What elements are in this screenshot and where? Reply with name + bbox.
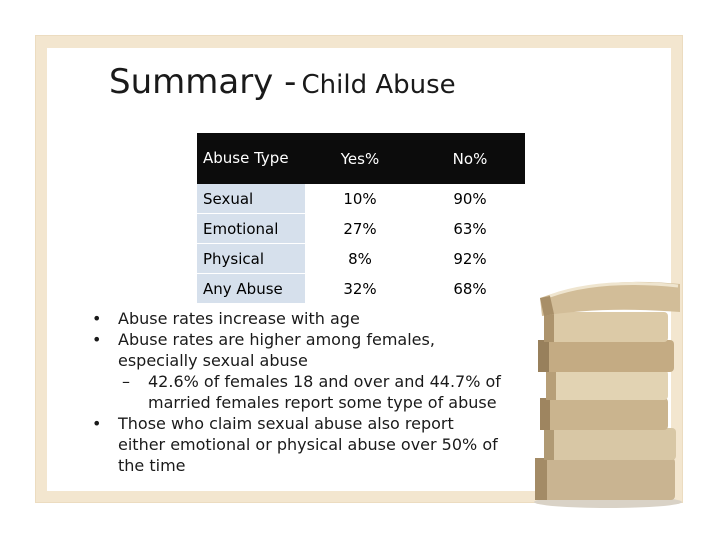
dash-icon: – bbox=[122, 372, 130, 391]
sub-bullet-text: 42.6% of females 18 and over and 44.7% of bbox=[148, 372, 501, 391]
book-stack-image bbox=[530, 258, 685, 508]
bullet-text: the time bbox=[118, 456, 186, 475]
bullet-text: especially sexual abuse bbox=[118, 351, 308, 370]
row-no-value: 90% bbox=[415, 184, 525, 214]
row-label: Emotional bbox=[197, 214, 305, 244]
row-label: Any Abuse bbox=[197, 274, 305, 304]
header-no: No% bbox=[415, 133, 525, 184]
table-header-row bbox=[197, 133, 525, 184]
slide-title-main: Summary - bbox=[109, 62, 297, 102]
bullet-dot-icon: • bbox=[92, 330, 102, 349]
row-yes-value: 10% bbox=[305, 184, 415, 214]
sub-bullet-item bbox=[92, 371, 532, 413]
row-no-value: 63% bbox=[415, 214, 525, 244]
abuse-table bbox=[197, 133, 525, 304]
sub-bullet-text: married females report some type of abuse bbox=[148, 393, 497, 412]
row-yes-value: 32% bbox=[305, 274, 415, 304]
table-row bbox=[197, 214, 525, 244]
header-yes: Yes% bbox=[305, 133, 415, 184]
table-row bbox=[197, 274, 525, 304]
row-no-value: 68% bbox=[415, 274, 525, 304]
bullet-item bbox=[92, 413, 532, 476]
row-yes-value: 8% bbox=[305, 244, 415, 274]
bullet-list bbox=[92, 308, 532, 476]
bullet-text: Abuse rates increase with age bbox=[118, 309, 360, 328]
bullet-text: Those who claim sexual abuse also report bbox=[118, 414, 454, 433]
row-label: Sexual bbox=[197, 184, 305, 214]
slide-title bbox=[109, 62, 456, 102]
bullet-text: Abuse rates are higher among females, bbox=[118, 330, 435, 349]
table-row bbox=[197, 184, 525, 214]
header-abuse-type: Abuse Type bbox=[197, 133, 305, 184]
table-row bbox=[197, 244, 525, 274]
bullet-item bbox=[92, 329, 532, 371]
bullet-dot-icon: • bbox=[92, 309, 102, 328]
row-no-value: 92% bbox=[415, 244, 525, 274]
bullet-item bbox=[92, 308, 532, 329]
bullet-text: either emotional or physical abuse over 50% of bbox=[118, 435, 498, 454]
bullet-dot-icon: • bbox=[92, 414, 102, 433]
row-yes-value: 27% bbox=[305, 214, 415, 244]
row-label: Physical bbox=[197, 244, 305, 274]
slide-title-sub: Child Abuse bbox=[301, 70, 456, 100]
